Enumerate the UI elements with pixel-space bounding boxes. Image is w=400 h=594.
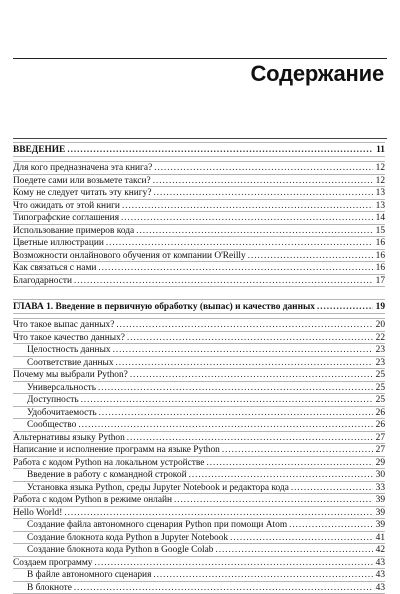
toc-entry (13, 212, 385, 225)
toc-entry (13, 357, 385, 370)
dot-leader (74, 275, 373, 287)
table-of-contents (13, 142, 385, 594)
toc-entry (13, 344, 385, 357)
toc-entry-page: 27 (375, 433, 385, 445)
toc-entry-title: Кому не следует читать эту книгу? (13, 188, 151, 200)
dot-leader (216, 544, 374, 556)
dot-leader (67, 143, 373, 156)
toc-entry (13, 532, 385, 545)
toc-entry (13, 161, 385, 175)
toc-entry-page: 39 (375, 520, 385, 532)
toc-entry-page: 25 (375, 383, 385, 395)
toc-entry-page: 39 (375, 508, 385, 520)
toc-entry-page: 13 (375, 201, 385, 213)
toc-entry-page: 25 (375, 370, 385, 382)
toc-entry (13, 469, 385, 482)
dot-leader (98, 382, 373, 394)
dot-leader (174, 494, 373, 506)
toc-entry-title: Использование примеров кода (13, 226, 134, 238)
toc-entry (13, 557, 385, 570)
toc-entry-page: 12 (375, 163, 385, 175)
toc-entry-title: Создание файла автономного сценария Python при помощи Atom (13, 520, 287, 532)
toc-entry-title: ВВЕДЕНИЕ (13, 144, 65, 157)
dot-leader (317, 300, 373, 313)
toc-entry-page: 41 (375, 533, 385, 545)
toc-entry-title: Почему мы выбрали Python? (13, 370, 128, 382)
toc-entry-page: 16 (375, 251, 385, 263)
toc-entry-title: Типографские соглашения (13, 213, 119, 225)
toc-entry-page: 11 (375, 144, 385, 157)
toc-entry-page: 43 (375, 583, 385, 594)
toc-entry-title: Универсальность (13, 383, 96, 395)
dot-leader (116, 319, 373, 331)
toc-entry-title: Цветные иллюстрации (13, 238, 104, 250)
toc-entry (13, 407, 385, 420)
toc-entry-title: ГЛАВА 1. Введение в первичную обработку (выпас) и качество данных (13, 301, 315, 314)
toc-entry-title: Создаем программу (13, 558, 92, 570)
dot-leader (189, 469, 373, 481)
toc-entry (13, 225, 385, 238)
dot-leader (130, 369, 373, 381)
toc-entry (13, 187, 385, 200)
toc-entry-page: 23 (375, 358, 385, 370)
toc-entry (13, 419, 385, 432)
toc-entry (13, 544, 385, 557)
top-rule (13, 58, 387, 59)
dot-leader (127, 432, 373, 444)
toc-entry-page: 33 (375, 483, 385, 495)
dot-leader (222, 444, 373, 456)
toc-entry-title: Как связаться с нами (13, 263, 96, 275)
toc-entry (13, 507, 385, 520)
dot-leader (122, 200, 373, 212)
toc-entry (13, 237, 385, 250)
dot-leader (74, 582, 373, 594)
dot-leader (136, 225, 373, 237)
toc-entry-title: Доступность (13, 395, 79, 407)
toc-entry-page: 43 (375, 558, 385, 570)
title-rule (13, 138, 387, 139)
toc-entry-title: Что такое выпас данных? (13, 320, 114, 332)
toc-entry-page: 42 (375, 545, 385, 557)
toc-entry-title: Сообщество (13, 420, 76, 432)
toc-entry-title: Hello World! (13, 508, 62, 520)
dot-leader (153, 569, 373, 581)
toc-entry-page: 27 (375, 445, 385, 457)
toc-entry-title: Установка языка Python, среды Jupyter Notebook и редактора кода (13, 483, 289, 495)
toc-entry-page: 15 (375, 226, 385, 238)
toc-entry-page: 20 (375, 320, 385, 332)
toc-entry-title: Что ожидать от этой книги (13, 201, 120, 213)
toc-entry-title: Введение в работу с командной строкой (13, 470, 187, 482)
toc-entry-page: 19 (375, 301, 385, 314)
dot-leader (64, 507, 373, 519)
toc-entry-title: В файле автономного сценария (13, 570, 151, 582)
dot-leader (248, 250, 373, 262)
toc-entry-page: 17 (375, 276, 385, 288)
toc-entry-page: 26 (375, 408, 385, 420)
toc-section (13, 142, 385, 287)
toc-entry-page: 16 (375, 238, 385, 250)
toc-entry (13, 262, 385, 275)
dot-leader (81, 394, 373, 406)
toc-entry (13, 444, 385, 457)
toc-entry (13, 432, 385, 445)
dot-leader (206, 457, 373, 469)
toc-entry (13, 318, 385, 332)
toc-entry-title: Создание блокнота кода Python в Google Colab (13, 545, 214, 557)
toc-heading (13, 142, 385, 157)
toc-entry (13, 482, 385, 495)
toc-entry-title: Альтернативы языку Python (13, 433, 125, 445)
toc-entry-title: Возможности онлайнового обучения от компании O'Reilly (13, 251, 246, 263)
dot-leader (127, 332, 373, 344)
toc-entry (13, 369, 385, 382)
toc-entry (13, 250, 385, 263)
toc-entry (13, 494, 385, 507)
dot-leader (113, 344, 373, 356)
toc-entry-title: Создание блокнота кода Python в Jupyter Notebook (13, 533, 228, 545)
toc-heading (13, 299, 385, 314)
dot-leader (106, 237, 373, 249)
toc-entry-title: Поедете сами или возьмете такси? (13, 176, 151, 188)
dot-leader (291, 482, 373, 494)
dot-leader (99, 407, 373, 419)
toc-entry-page: 39 (375, 495, 385, 507)
dot-leader (153, 175, 373, 187)
dot-leader (78, 419, 373, 431)
toc-entry (13, 582, 385, 594)
toc-entry-title: Для кого предназначена эта книга? (13, 163, 152, 175)
dot-leader (94, 557, 373, 569)
toc-entry-title: Работа с кодом Python в режиме онлайн (13, 495, 172, 507)
page-title: Содержание (250, 61, 384, 87)
dot-leader (121, 212, 373, 224)
toc-entry-page: 26 (375, 420, 385, 432)
toc-entry-page: 13 (375, 188, 385, 200)
toc-entry-title: Написание и исполнение программ на языке Python (13, 445, 220, 457)
toc-entry (13, 275, 385, 288)
dot-leader (230, 532, 373, 544)
toc-entry-page: 22 (375, 333, 385, 345)
toc-entry (13, 394, 385, 407)
toc-entry (13, 382, 385, 395)
toc-entry (13, 175, 385, 188)
toc-entry-page: 12 (375, 176, 385, 188)
toc-entry-title: Целостность данных (13, 345, 111, 357)
toc-section (13, 299, 385, 594)
toc-entry-title: В блокноте (13, 583, 72, 594)
dot-leader (116, 357, 373, 369)
toc-entry-page: 23 (375, 345, 385, 357)
toc-entry (13, 457, 385, 470)
dot-leader (154, 162, 373, 174)
toc-entry-title: Благодарности (13, 276, 72, 288)
toc-entry-page: 14 (375, 213, 385, 225)
toc-entry-title: Удобочитаемость (13, 408, 97, 420)
toc-entry-title: Работа с кодом Python на локальном устройстве (13, 458, 204, 470)
toc-entry (13, 200, 385, 213)
dot-leader (153, 187, 373, 199)
toc-entry (13, 332, 385, 345)
toc-entry-title: Что такое качество данных? (13, 333, 125, 345)
toc-entry-title: Соответствие данных (13, 358, 114, 370)
toc-entry (13, 519, 385, 532)
toc-entry-page: 29 (375, 458, 385, 470)
toc-entry-page: 16 (375, 263, 385, 275)
toc-entry-page: 25 (375, 395, 385, 407)
dot-leader (289, 519, 373, 531)
dot-leader (98, 262, 373, 274)
toc-entry-page: 43 (375, 570, 385, 582)
section-gap (13, 287, 385, 299)
toc-entry-page: 30 (375, 470, 385, 482)
